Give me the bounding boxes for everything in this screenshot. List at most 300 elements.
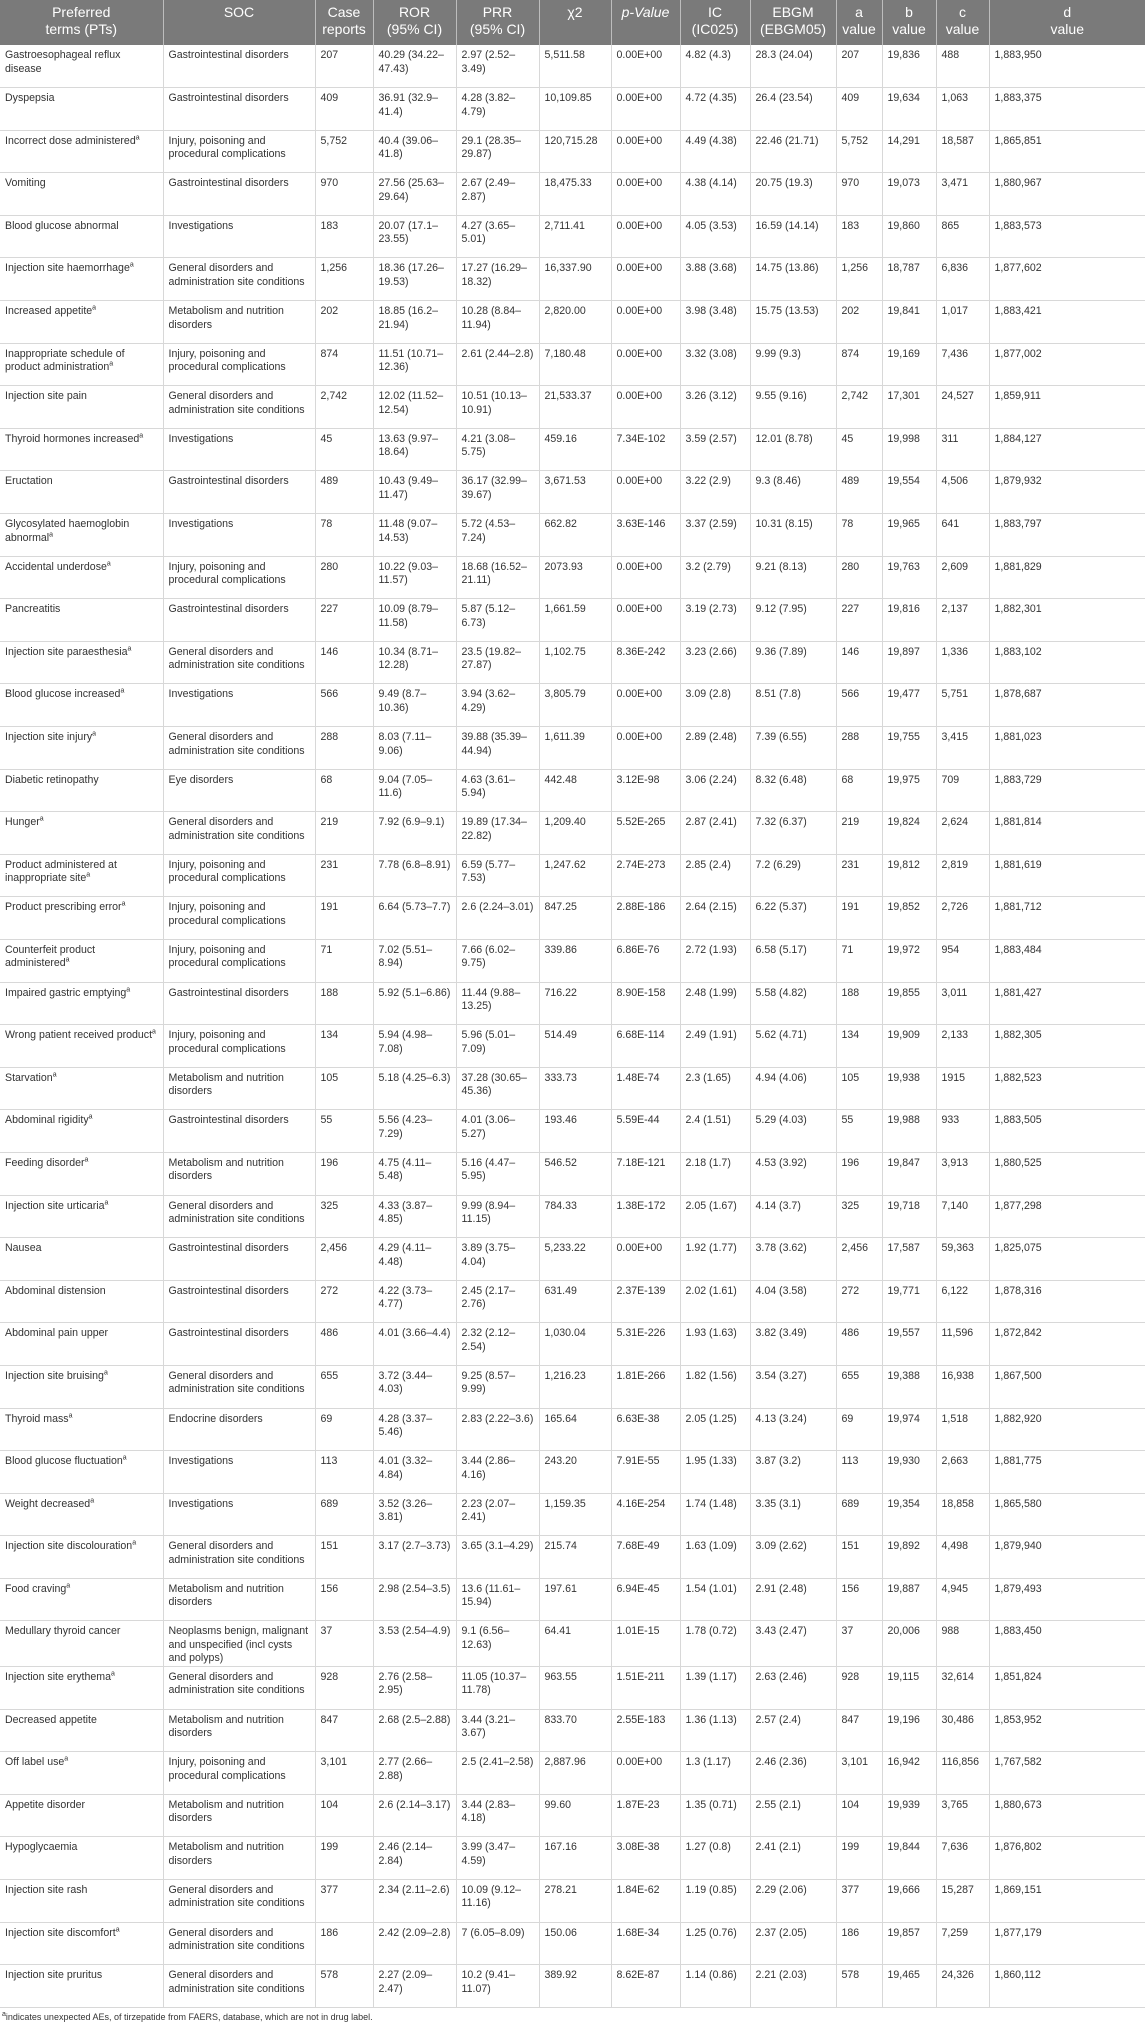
soc-text: General disorders and administration site conditions [168,1670,305,1697]
a-value-cell [836,130,882,173]
ror-text: 7.78 (6.8–8.91) [378,858,451,871]
c-value-text: 1,518 [941,1412,969,1425]
soc-text: Gastrointestinal disorders [168,986,289,999]
c-value-cell [936,301,989,344]
ebgm-text: 8.51 (7.8) [755,688,801,701]
chi-square-cell [539,982,611,1025]
unexpected-ae-marker: a [92,730,97,738]
b-value-text: 19,465 [887,1969,920,1982]
case-reports-cell [315,812,373,855]
d-value-text: 1,880,967 [994,177,1042,190]
prr-cell [456,982,539,1025]
preferred-term-cell [0,301,163,344]
case-reports-cell [315,1922,373,1965]
preferred-term-cell [0,1238,163,1281]
a-value-text: 196 [841,1156,860,1169]
table-row [0,1837,1145,1880]
chi-square-text: 10,109.85 [544,92,592,105]
d-value-text: 1,883,950 [994,49,1042,61]
chi-square-cell [539,215,611,258]
c-value-cell [936,173,989,216]
prr-text: 3.44 (3.21–3.67) [461,1713,516,1740]
prr-text: 5.87 (5.12–6.73) [461,603,516,629]
footnote-text: indicates unexpected AEs, of tirzepatide from FAERS, database, which are not in drug label. [5,2011,373,2022]
soc-cell [163,1280,315,1323]
ic-cell [680,599,750,642]
soc-text: General disorders and administration site conditions [168,645,305,672]
soc-text: Injury, poisoning and procedural complications [168,1029,286,1055]
case-reports-text: 874 [320,347,339,360]
prr-cell [456,130,539,173]
ebgm-cell [750,88,836,131]
c-value-text: 30,486 [941,1713,974,1726]
ror-text: 4.22 (3.73–4.77) [378,1284,433,1311]
ic-text: 3.37 (2.59) [685,518,737,531]
ic-text: 4.82 (4.3) [685,49,731,61]
prr-cell [456,939,539,982]
a-value-cell [836,1794,882,1837]
preferred-term-text: Wrong patient received product [5,1029,153,1042]
prr-text: 7 (6.05–8.09) [461,1926,525,1939]
table-row [0,641,1145,684]
soc-text: General disorders and administration site conditions [168,1199,305,1226]
chi-square-text: 21,533.37 [544,390,592,403]
ror-text: 2.6 (2.14–3.17) [378,1798,451,1811]
table-row [0,1451,1145,1494]
a-value-text: 227 [841,603,860,616]
prr-cell [456,1067,539,1110]
b-value-cell [882,1493,936,1536]
d-value-text: 1,881,814 [994,816,1042,829]
chi-square-cell [539,1709,611,1752]
case-reports-cell [315,727,373,770]
c-value-text: 3,765 [941,1798,969,1811]
ic-text: 2.02 (1.61) [685,1284,737,1297]
soc-cell [163,1621,315,1667]
preferred-term-text: Eructation [5,475,53,488]
table-row [0,727,1145,770]
chi-square-text: 459.16 [544,432,577,445]
chi-square-cell [539,1152,611,1195]
chi-square-text: 1,030.04 [544,1327,586,1340]
chi-square-cell [539,1752,611,1795]
table-row [0,1493,1145,1536]
column-header-line1: a [855,4,863,20]
ebgm-cell [750,727,836,770]
b-value-text: 19,974 [887,1412,920,1425]
a-value-cell [836,1195,882,1238]
ic-cell [680,1536,750,1579]
p-value-cell [611,1408,680,1451]
b-value-cell [882,854,936,897]
ic-cell [680,897,750,940]
column-header [315,0,373,45]
prr-text: 2.5 (2.41–2.58) [461,1756,534,1769]
d-value-text: 1,880,673 [994,1798,1042,1811]
ror-text: 13.63 (9.97–18.64) [378,432,438,459]
table-row [0,897,1145,940]
preferred-term-cell [0,45,163,88]
prr-text: 36.17 (32.99–39.67) [461,475,527,501]
prr-text: 29.1 (28.35–29.87) [461,134,521,161]
p-value-cell [611,1794,680,1837]
b-value-cell [882,939,936,982]
table-row [0,1752,1145,1795]
c-value-cell [936,386,989,429]
chi-square-cell [539,769,611,812]
c-value-cell [936,1152,989,1195]
preferred-term-cell [0,1578,163,1621]
prr-cell [456,1536,539,1579]
b-value-cell [882,897,936,940]
preferred-term-cell [0,556,163,599]
ic-cell [680,88,750,131]
case-reports-text: 847 [320,1713,339,1726]
prr-cell [456,1025,539,1068]
ic-cell [680,1238,750,1281]
ror-cell [373,556,456,599]
c-value-text: 4,945 [941,1582,969,1595]
ror-cell [373,514,456,557]
table-row [0,1666,1145,1709]
preferred-term-cell [0,1709,163,1752]
preferred-term-text: Abdominal pain upper [5,1327,109,1340]
p-value-cell [611,641,680,684]
c-value-cell [936,1837,989,1880]
soc-cell [163,939,315,982]
ror-text: 2.27 (2.09–2.47) [378,1969,433,1995]
ror-cell [373,88,456,131]
chi-square-text: 18,475.33 [544,177,592,190]
ror-text: 20.07 (17.1–23.55) [378,219,438,246]
table-row [0,45,1145,88]
b-value-cell [882,1408,936,1451]
ebgm-cell [750,1451,836,1494]
soc-text: Investigations [168,1497,234,1510]
c-value-text: 1,017 [941,305,969,318]
case-reports-text: 272 [320,1284,339,1297]
ror-text: 3.53 (2.54–4.9) [378,1625,451,1638]
chi-square-cell [539,1110,611,1153]
prr-text: 4.21 (3.08–5.75) [461,432,516,459]
preferred-term-text: Impaired gastric emptying [5,986,127,999]
a-value-cell [836,1323,882,1366]
prr-cell [456,1110,539,1153]
soc-cell [163,1195,315,1238]
prr-cell [456,812,539,855]
a-value-cell [836,45,882,88]
b-value-text: 19,841 [887,305,920,318]
p-value-cell [611,1280,680,1323]
unexpected-ae-marker: a [88,1113,93,1121]
table-row [0,1879,1145,1922]
b-value-text: 19,930 [887,1455,920,1468]
chi-square-cell [539,258,611,301]
ic-cell [680,854,750,897]
prr-cell [456,1323,539,1366]
a-value-cell [836,769,882,812]
a-value-cell [836,428,882,471]
case-reports-cell [315,1794,373,1837]
case-reports-text: 2,456 [320,1242,348,1255]
c-value-text: 7,140 [941,1199,969,1212]
preferred-term-cell [0,130,163,173]
c-value-text: 11,596 [941,1327,974,1340]
d-value-text: 1,867,500 [994,1369,1042,1382]
a-value-text: 113 [841,1455,859,1468]
c-value-cell [936,258,989,301]
b-value-text: 19,909 [887,1029,920,1042]
d-value-text: 1,884,127 [994,432,1042,445]
preferred-term-text: Decreased appetite [5,1713,97,1726]
prr-cell [456,514,539,557]
prr-text: 2.97 (2.52–3.49) [461,49,516,75]
chi-square-cell [539,130,611,173]
p-value-text: 6.86E-76 [616,943,660,956]
case-reports-cell [315,939,373,982]
ebgm-cell [750,939,836,982]
d-value-text: 1,865,851 [994,134,1042,147]
c-value-text: 488 [941,49,960,61]
a-value-text: 377 [841,1883,860,1896]
d-value-cell [989,1365,1145,1408]
ebgm-cell [750,386,836,429]
ic-cell [680,1879,750,1922]
ror-cell [373,215,456,258]
ror-cell [373,258,456,301]
a-value-cell [836,258,882,301]
d-value-cell [989,641,1145,684]
table-row [0,301,1145,344]
column-header-line2: (95% CI) [469,21,526,37]
soc-cell [163,1365,315,1408]
b-value-text: 19,771 [887,1284,920,1297]
d-value-cell [989,343,1145,386]
ebgm-text: 4.04 (3.58) [755,1284,807,1297]
soc-cell [163,1152,315,1195]
b-value-cell [882,1752,936,1795]
a-value-text: 5,752 [841,134,869,147]
p-value-cell [611,769,680,812]
d-value-cell [989,514,1145,557]
case-reports-text: 655 [320,1369,339,1382]
d-value-cell [989,684,1145,727]
ror-cell [373,428,456,471]
preferred-term-text: Increased appetite [5,305,93,318]
ic-cell [680,1408,750,1451]
column-header-line1: c [959,4,966,20]
table-row [0,1067,1145,1110]
b-value-cell [882,982,936,1025]
case-reports-text: 151 [320,1540,339,1553]
case-reports-cell [315,301,373,344]
d-value-text: 1,878,687 [994,688,1042,701]
preferred-term-cell [0,641,163,684]
preferred-term-cell [0,727,163,770]
preferred-term-cell [0,1408,163,1451]
preferred-term-cell [0,1493,163,1536]
case-reports-text: 578 [320,1969,339,1982]
c-value-text: 1,336 [941,645,969,658]
prr-text: 5.16 (4.47–5.95) [461,1156,516,1183]
soc-text: Metabolism and nutrition disorders [168,1156,284,1183]
soc-text: Gastrointestinal disorders [168,603,289,616]
soc-text: Metabolism and nutrition disorders [168,1798,284,1825]
c-value-cell [936,854,989,897]
chi-square-text: 2073.93 [544,560,583,573]
column-header-line2: (95% CI) [386,21,443,37]
ic-cell [680,45,750,88]
prr-cell [456,897,539,940]
column-header [0,0,163,45]
ebgm-cell [750,471,836,514]
ic-text: 1.14 (0.86) [685,1969,737,1982]
ebgm-text: 2.21 (2.03) [755,1969,807,1982]
b-value-text: 19,824 [887,816,920,829]
d-value-text: 1,767,582 [994,1756,1042,1769]
case-reports-text: 105 [320,1071,339,1084]
d-value-cell [989,599,1145,642]
unexpected-ae-marker: a [52,1071,57,1079]
a-value-text: 188 [841,986,860,999]
chi-square-text: 7,180.48 [544,347,586,360]
column-header-line2: terms (PTs) [45,21,118,37]
preferred-term-text: Blood glucose abnormal [5,219,119,232]
case-reports-text: 202 [320,305,339,318]
c-value-text: 15,287 [941,1883,974,1896]
a-value-text: 272 [841,1284,860,1297]
p-value-cell [611,1110,680,1153]
chi-square-text: 1,661.59 [544,603,586,616]
c-value-text: 7,436 [941,347,969,360]
table-row [0,1323,1145,1366]
chi-square-cell [539,1621,611,1667]
c-value-cell [936,215,989,258]
a-value-cell [836,1152,882,1195]
case-reports-cell [315,1536,373,1579]
chi-square-cell [539,854,611,897]
preferred-term-cell [0,1666,163,1709]
preferred-term-text: Weight decreased [5,1497,91,1510]
d-value-cell [989,471,1145,514]
table-row [0,1408,1145,1451]
c-value-text: 311 [941,432,959,445]
d-value-cell [989,1709,1145,1752]
ebgm-cell [750,599,836,642]
a-value-text: 219 [841,816,860,829]
unexpected-ae-marker: a [86,871,91,879]
d-value-text: 1,876,802 [994,1841,1042,1854]
prr-cell [456,45,539,88]
case-reports-cell [315,854,373,897]
d-value-text: 1,881,427 [994,986,1042,999]
case-reports-text: 45 [320,432,333,445]
c-value-cell [936,1536,989,1579]
ebgm-text: 4.53 (3.92) [755,1156,807,1169]
column-header-line1: IC [708,4,722,20]
unexpected-ae-marker: a [129,261,134,269]
b-value-text: 19,855 [887,986,920,999]
d-value-cell [989,428,1145,471]
ebgm-cell [750,556,836,599]
d-value-cell [989,1067,1145,1110]
chi-square-text: 3,805.79 [544,688,586,701]
chi-square-cell [539,1365,611,1408]
ror-text: 3.52 (3.26–3.81) [378,1497,433,1524]
ic-text: 2.48 (1.99) [685,986,737,999]
chi-square-text: 333.73 [544,1071,577,1084]
ror-cell [373,641,456,684]
ebgm-text: 7.32 (6.37) [755,816,807,829]
prr-cell [456,173,539,216]
column-header-line2: value [842,21,876,37]
p-value-text: 8.90E-158 [616,986,666,999]
case-reports-text: 1,256 [320,262,348,275]
prr-text: 4.63 (3.61–5.94) [461,773,516,800]
b-value-cell [882,1152,936,1195]
p-value-text: 1.84E-62 [616,1883,660,1896]
case-reports-cell [315,599,373,642]
ebgm-cell [750,1408,836,1451]
d-value-text: 1,879,932 [994,475,1042,488]
preferred-term-cell [0,1837,163,1880]
a-value-text: 156 [841,1582,860,1595]
ror-text: 7.92 (6.9–9.1) [378,816,445,829]
a-value-text: 134 [841,1029,860,1042]
unexpected-ae-marker: a [64,1755,69,1763]
c-value-text: 2,663 [941,1455,969,1468]
p-value-text: 0.00E+00 [616,305,663,318]
unexpected-ae-marker: a [120,687,125,695]
case-reports-text: 689 [320,1497,339,1510]
ebgm-cell [750,428,836,471]
case-reports-cell [315,1837,373,1880]
preferred-term-text: Hypoglycaemia [5,1841,78,1854]
prr-cell [456,471,539,514]
c-value-cell [936,514,989,557]
chi-square-text: 197.61 [544,1582,577,1595]
ebgm-cell [750,215,836,258]
preferred-term-text: Feeding disorder [5,1156,85,1169]
b-value-cell [882,130,936,173]
case-reports-cell [315,1578,373,1621]
p-value-text: 3.63E-146 [616,518,666,531]
b-value-cell [882,1965,936,2008]
a-value-text: 69 [841,1412,854,1425]
table-row [0,1794,1145,1837]
b-value-cell [882,343,936,386]
soc-text: Metabolism and nutrition disorders [168,1071,284,1098]
soc-cell [163,343,315,386]
prr-text: 17.27 (16.29–18.32) [461,262,527,288]
c-value-text: 2,624 [941,816,969,829]
table-row [0,1280,1145,1323]
prr-text: 4.28 (3.82–4.79) [461,92,516,118]
ror-text: 4.33 (3.87–4.85) [378,1199,433,1226]
d-value-text: 1,879,940 [994,1540,1042,1553]
c-value-text: 16,938 [941,1369,974,1382]
prr-text: 3.99 (3.47–4.59) [461,1841,516,1867]
p-value-text: 0.00E+00 [616,390,663,403]
preferred-term-cell [0,1752,163,1795]
prr-text: 5.96 (5.01–7.09) [461,1029,516,1055]
ror-text: 9.04 (7.05–11.6) [378,773,433,800]
preferred-term-text: Injection site discomfort [5,1926,116,1939]
soc-text: General disorders and administration site conditions [168,1969,305,1995]
ebgm-text: 5.62 (4.71) [755,1029,807,1042]
preferred-term-text: Diabetic retinopathy [5,773,99,786]
ic-cell [680,1578,750,1621]
